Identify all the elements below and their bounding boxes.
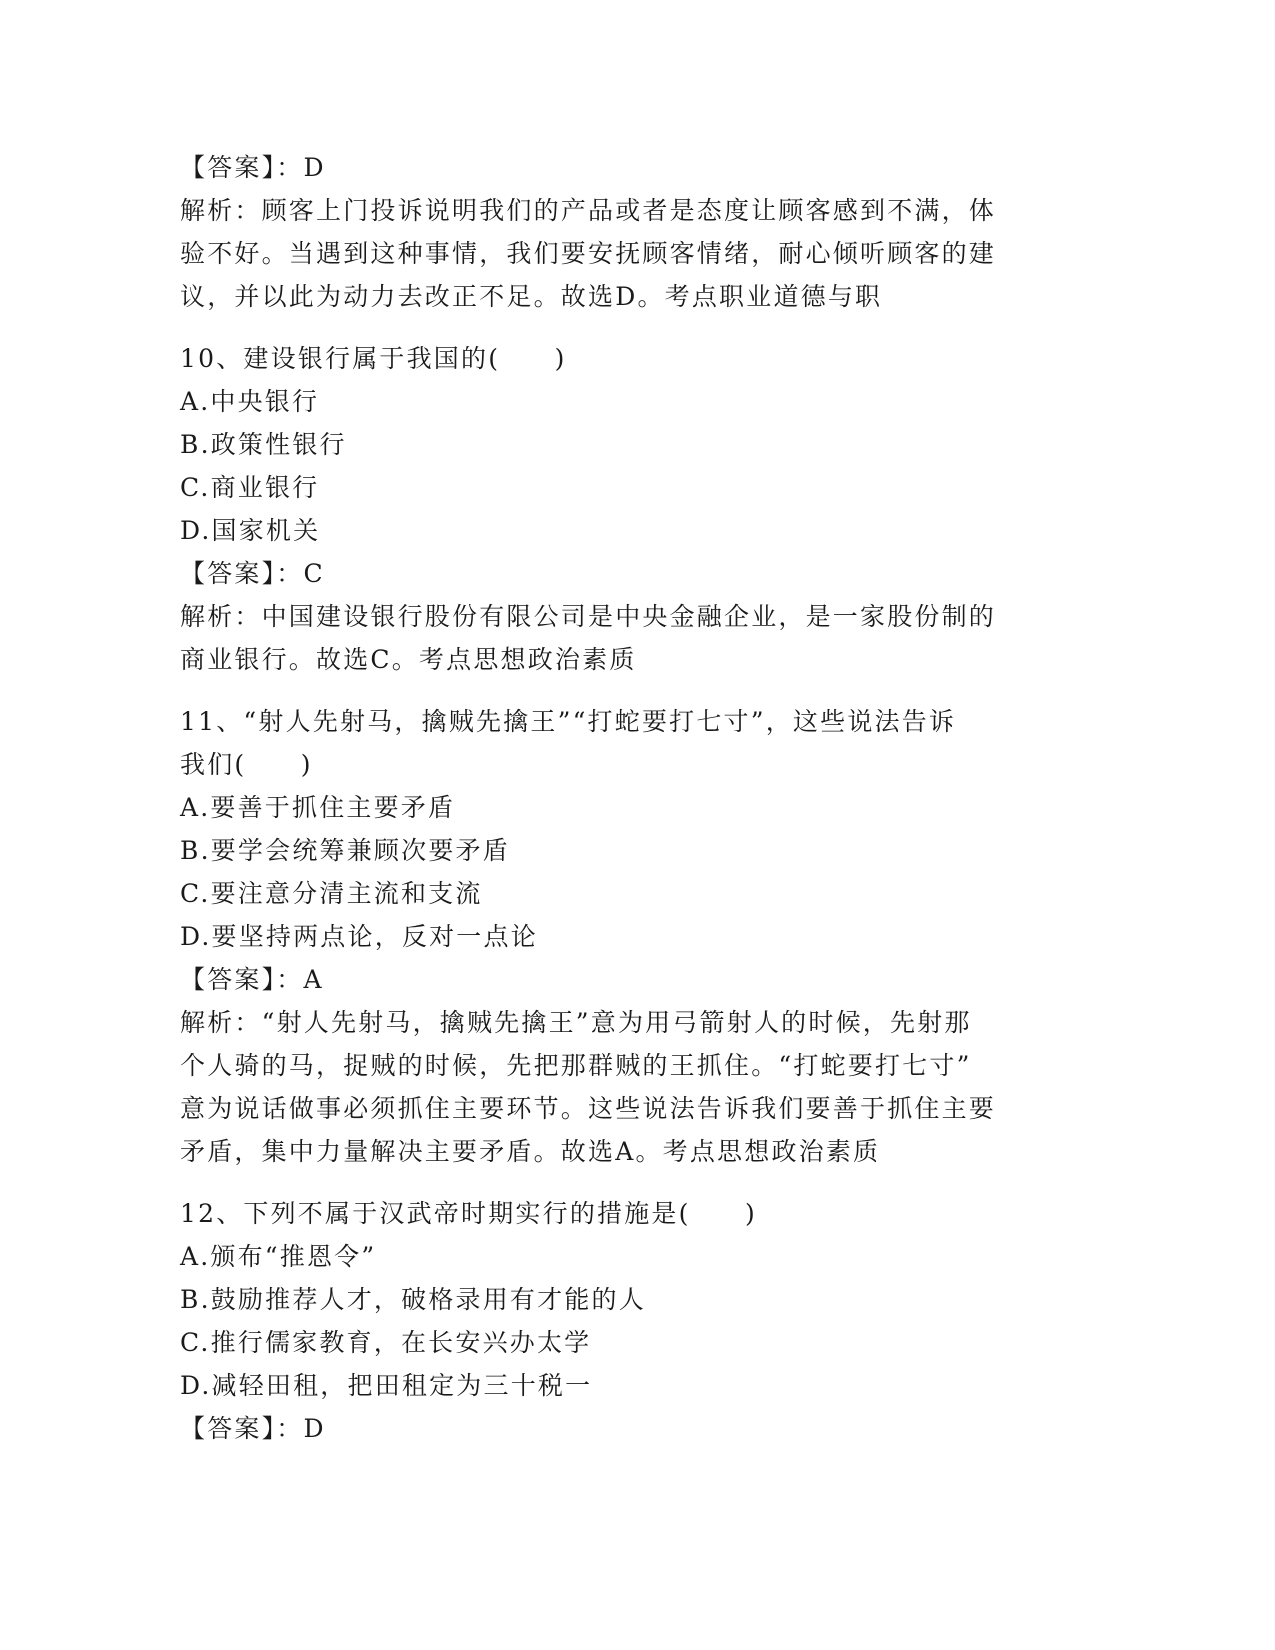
option-b: B.要学会统筹兼顾次要矛盾	[180, 836, 510, 865]
option-a: A.要善于抓住主要矛盾	[180, 793, 456, 822]
analysis-line: 矛盾，集中力量解决主要矛盾。故选A。考点思想政治素质	[180, 1137, 881, 1166]
question-10	[180, 337, 1060, 681]
option-c: C.要注意分清主流和支流	[180, 879, 483, 908]
analysis-line: 验不好。当遇到这种事情，我们要安抚顾客情绪，耐心倾听顾客的建	[180, 239, 997, 268]
option-d: D.要坚持两点论，反对一点论	[180, 922, 538, 951]
answer-line: 【答案】：D	[180, 153, 326, 182]
document-page	[180, 146, 1060, 1450]
analysis-line: 解析：顾客上门投诉说明我们的产品或者是态度让顾客感到不满，体	[180, 196, 997, 225]
question-11	[180, 700, 1060, 1173]
analysis-line: 意为说话做事必须抓住主要环节。这些说法告诉我们要善于抓住主要	[180, 1094, 997, 1123]
question-text: 10、建设银行属于我国的( )	[180, 344, 567, 373]
option-a: A.颁布“推恩令”	[180, 1242, 377, 1271]
block-prev	[180, 146, 1060, 318]
question-text: 12、下列不属于汉武帝时期实行的措施是( )	[180, 1199, 757, 1228]
option-b: B.鼓励推荐人才，破格录用有才能的人	[180, 1285, 646, 1314]
answer-line: 【答案】：A	[180, 965, 324, 994]
question-text: 11、“射人先射马，擒贼先擒王”“打蛇要打七寸”，这些说法告诉	[180, 707, 957, 736]
analysis-line: 议，并以此为动力去改正不足。故选D。考点职业道德与职	[180, 282, 883, 311]
option-d: D.减轻田租，把田租定为三十税一	[180, 1371, 593, 1400]
option-a: A.中央银行	[180, 387, 320, 416]
analysis-line: 解析：中国建设银行股份有限公司是中央金融企业，是一家股份制的	[180, 602, 997, 631]
option-c: C.商业银行	[180, 473, 320, 502]
question-text: 我们( )	[180, 750, 313, 779]
option-d: D.国家机关	[180, 516, 321, 545]
question-12	[180, 1192, 1060, 1450]
option-c: C.推行儒家教育，在长安兴办太学	[180, 1328, 592, 1357]
analysis-line: 商业银行。故选C。考点思想政治素质	[180, 645, 637, 674]
answer-line: 【答案】：D	[180, 1414, 326, 1443]
analysis-line: 解析：“射人先射马，擒贼先擒王”意为用弓箭射人的时候，先射那	[180, 1008, 972, 1037]
option-b: B.政策性银行	[180, 430, 347, 459]
analysis-line: 个人骑的马，捉贼的时候，先把那群贼的王抓住。“打蛇要打七寸”	[180, 1051, 972, 1080]
answer-line: 【答案】：C	[180, 559, 325, 588]
